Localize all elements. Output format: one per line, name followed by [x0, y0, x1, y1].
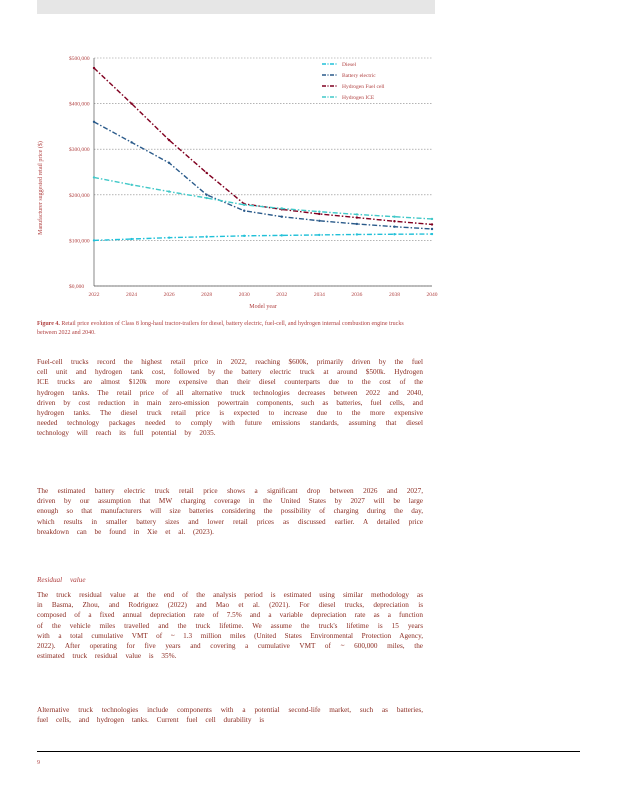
y-tick-label: $0,000: [69, 284, 85, 290]
data-point: [356, 213, 358, 215]
legend-label: Hydrogen ICE: [342, 95, 375, 101]
y-tick-label: $200,000: [69, 192, 90, 199]
x-tick-label: 2032: [276, 292, 288, 298]
data-point: [243, 235, 245, 237]
x-tick-label: 2024: [126, 292, 138, 298]
chart-legend: [322, 62, 385, 101]
x-tick-label: 2038: [388, 292, 400, 298]
chart-grid: [94, 58, 432, 286]
data-point: [393, 233, 395, 235]
x-tick-label: 2036: [351, 292, 363, 298]
data-point: [205, 172, 207, 174]
data-point: [168, 190, 170, 192]
data-point: [281, 234, 283, 236]
x-axis-label: Model year: [249, 304, 277, 310]
data-point: [130, 102, 132, 104]
paragraph-3: The truck residual value at the end of the analysis period is estimated using similar methodology as in Basma, Zhou, and Rodriguez (2022) and Mao et al. (2021). For diesel trucks, depreciation is composed of a fixed annual depreciation rate of 7.5% and a variable depreciation rate as a function of the vehicle miles travelled and the truck lifetime. We assume the truck's lifetime is 15 years with a total cumulative VMT of ~ 1.3 million miles (United States Environmental Protection Agency, 2022). After operating for five years and covering a cumulative VMT of ~ 600,000 miles, the estimated truck residual value is 35%.: [37, 591, 423, 661]
x-tick-label: 2026: [163, 292, 175, 298]
data-point: [318, 210, 320, 212]
series-line: [94, 234, 432, 240]
paragraph-2: The estimated battery electric truck retail price shows a significant drop between 2026 and 2027, driven by our assumption that MW charging coverage in the United States by 2027 will be large enough so that manufacturers will size batteries considering the possibility of charging during the day, which results in smaller battery sizes and lower retail prices as discussed earlier. A detailed price breakdown can be found in Xie et al. (2023).: [37, 487, 423, 536]
data-point: [318, 220, 320, 222]
data-point: [93, 239, 95, 241]
series-line: [94, 122, 432, 229]
data-point: [393, 226, 395, 228]
data-point: [431, 228, 433, 230]
figure-caption: [37, 320, 417, 338]
data-point: [93, 67, 95, 69]
data-point: [281, 215, 283, 217]
data-point: [393, 215, 395, 217]
section-heading: Residual value: [37, 576, 86, 584]
data-point: [130, 141, 132, 143]
data-point: [168, 236, 170, 238]
data-point: [431, 218, 433, 220]
data-point: [356, 216, 358, 218]
data-point: [93, 121, 95, 123]
series-line: [94, 177, 432, 218]
data-point: [130, 238, 132, 240]
x-tick-label: 2040: [426, 292, 438, 298]
data-point: [431, 233, 433, 235]
y-tick-label: $300,000: [69, 147, 90, 154]
header-band: [37, 0, 435, 14]
x-tick-label: 2030: [238, 292, 250, 298]
x-tick-label: 2034: [313, 292, 325, 298]
y-tick-label: $100,000: [69, 238, 90, 245]
data-point: [281, 207, 283, 209]
data-point: [130, 184, 132, 186]
data-point: [93, 176, 95, 178]
legend-label: Hydrogen Fuel cell: [342, 84, 385, 90]
data-point: [356, 233, 358, 235]
y-axis-label: Manufacturer suggested retail price ($): [38, 141, 44, 235]
y-tick-label: $500,000: [69, 56, 90, 62]
data-point: [243, 210, 245, 212]
data-point: [205, 197, 207, 199]
caption-text: Retail price evolution of Class 8 long-haul tractor-trailers for diesel, battery electric, fuel-cell, and hydrogen internal combustion engine trucks between 2022 and 2040.: [37, 321, 404, 336]
y-tick-label: $400,000: [69, 101, 90, 108]
data-point: [318, 234, 320, 236]
data-point: [318, 213, 320, 215]
data-point: [431, 223, 433, 225]
x-tick-label: 2022: [88, 292, 100, 298]
page-number: 9: [37, 760, 40, 766]
retail-price-chart: [30, 50, 450, 320]
data-point: [356, 223, 358, 225]
footer-rule: [37, 751, 580, 752]
chart-axes: [69, 55, 438, 298]
series-line: [94, 68, 432, 224]
x-tick-label: 2028: [201, 292, 213, 298]
data-point: [168, 162, 170, 164]
paragraph-4: Alternative truck technologies include components with a potential second-life market, such as batteries, fuel cells, and hydrogen tanks. Current fuel cell durability is: [37, 706, 423, 725]
legend-label: Battery electric: [342, 73, 376, 79]
chart-series: [93, 67, 433, 242]
data-point: [243, 204, 245, 206]
legend-label: Diesel: [342, 62, 357, 68]
data-point: [168, 139, 170, 141]
caption-label: Figure 4.: [37, 321, 60, 327]
data-point: [205, 236, 207, 238]
paragraph-1: Fuel-cell trucks record the highest retail price in 2022, reaching $600k, primarily driven by the fuel cell unit and hydrogen tank cost, followed by the battery electric truck at around $500k. Hydrogen ICE trucks are almost $120k more expensive than their diesel counterparts due to the cost of the hydrogen tanks. The retail price of all alternative truck technologies decreases between 2022 and 2040, driven by cost reduction in main zero-emission powertrain components, such as batteries, fuel cells, and hydrogen tanks. The diesel truck retail price is expected to increase due to the more expensive needed technology packages needed to comply with future emissions standards, assuming that diesel technology will reach its full potential by 2035.: [37, 358, 423, 438]
data-point: [393, 220, 395, 222]
data-point: [205, 194, 207, 196]
